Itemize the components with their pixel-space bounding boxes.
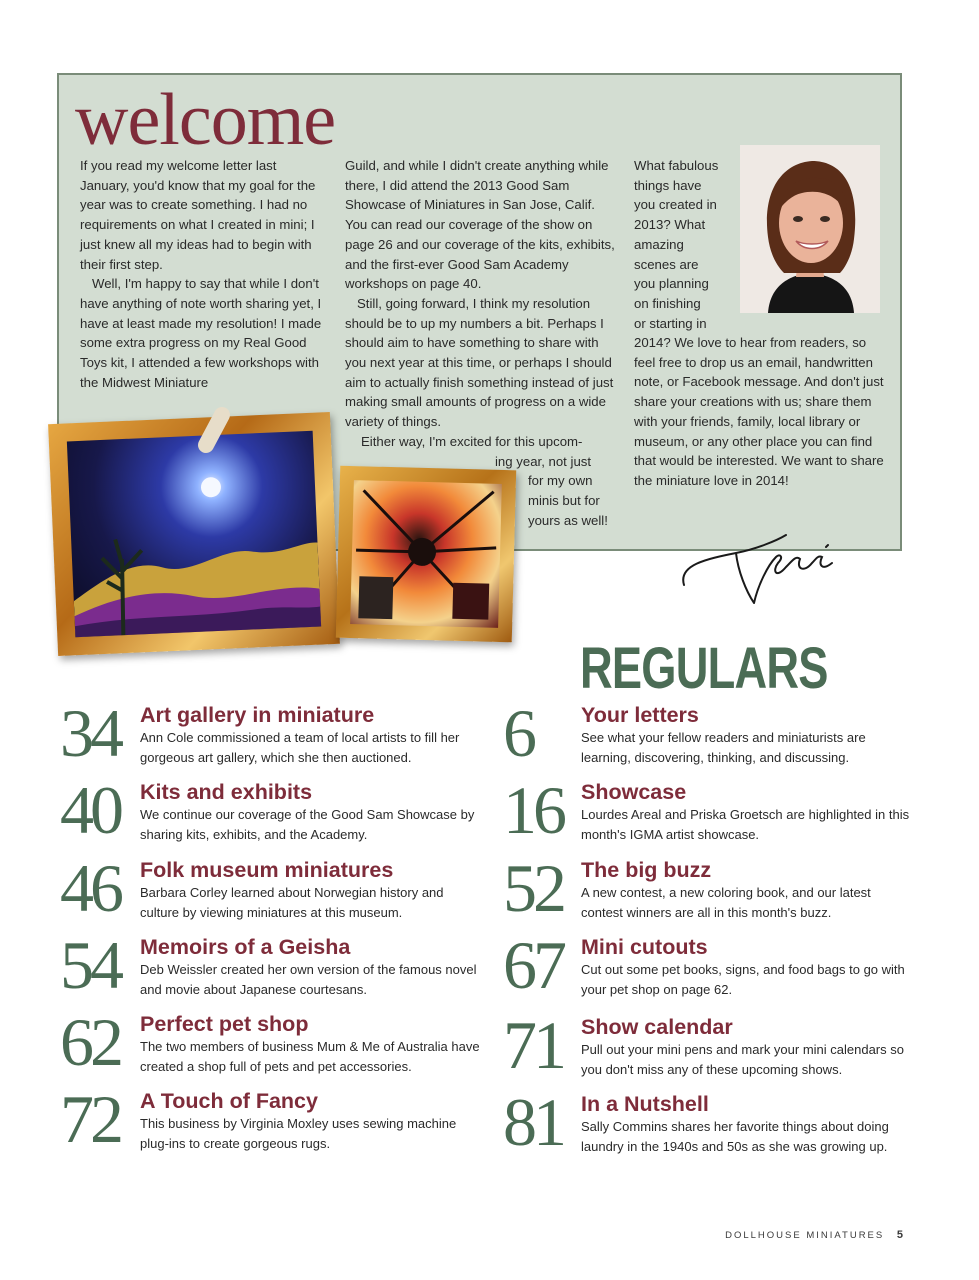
text-line: you planning (634, 276, 709, 292)
feature-description: The two members of business Mum & Me of Australia have created a shop full of pets and pet accessories. (140, 1039, 480, 1074)
framed-painting-abstract (336, 466, 516, 643)
page-number: 54 (60, 927, 120, 1003)
text-line: or starting in (634, 315, 707, 331)
feature-title[interactable]: Folk museum miniatures (140, 858, 394, 882)
feature-description: Barbara Corley learned about Norwegian history and culture by viewing miniatures at this museum. (140, 885, 444, 920)
text-line: Either way, I'm excited for this upcom- (361, 433, 583, 449)
signature (676, 505, 846, 610)
regular-description: A new contest, a new coloring book, and our latest contest winners are all in this month's buzz. (581, 885, 871, 920)
feature-title[interactable]: Perfect pet shop (140, 1012, 309, 1036)
welcome-paragraph: If you read my welcome letter last January, you'd know that my goal for the year was to create something. I had no requirements on what I created in mini; I just knew all my ideas had to begin with their first step. (80, 158, 316, 272)
text-line: 2013? What (634, 217, 706, 233)
welcome-paragraph: Well, I'm happy to say that while I don't have anything of note worth sharing yet, I have at least made my resolution! I made some extra progress on my Real Good Toys kit, I attended a few workshops with the Midwest Miniature (80, 276, 322, 390)
welcome-paragraph: Guild, and while I didn't create anything while there, I did attend the 2013 Good Sam Showcase of Miniatures in San Jose, Calif. You can read our coverage of the show on page 26 and our coverage of the kits, exhibits, and the first-ever Good Sam Academy workshops on page 40. (345, 158, 615, 292)
regular-description: Pull out your mini pens and mark your mini calendars so you don't miss any of these upcoming shows. (581, 1042, 904, 1077)
framed-painting-moon (48, 412, 340, 656)
text-line: What fabulous (634, 158, 719, 173)
text-line: scenes are (634, 256, 699, 272)
regulars-heading: REGULARS (580, 636, 828, 701)
welcome-title: welcome (75, 79, 336, 161)
page-number: 67 (503, 927, 563, 1003)
welcome-column-1 (80, 156, 328, 392)
page-number: 34 (60, 695, 120, 771)
welcome-column-3 (634, 333, 884, 491)
feature-description: We continue our coverage of the Good Sam Showcase by sharing kits, exhibits, and the Academy. (140, 807, 475, 842)
welcome-column-3-narrow (634, 156, 738, 333)
feature-description: This business by Virginia Moxley uses sewing machine plug-ins to create gorgeous rugs. (140, 1116, 457, 1151)
regular-description: Sally Commins shares her favorite things about doing laundry in the 1940s and 50s as she was growing up. (581, 1119, 889, 1154)
painting-canvas (350, 480, 502, 628)
text-line: ing year, not just (495, 453, 592, 469)
magazine-name: DOLLHOUSE MINIATURES (725, 1230, 885, 1241)
feature-description: Deb Weissler created her own version of the famous novel and movie about Japanese courtesans. (140, 962, 477, 997)
welcome-paragraph: 2014? We love to hear from readers, so feel free to drop us an email, handwritten note, or Facebook message. And don't just share your creations with us; share them with your friends, family, local library or museum, or any other place you can find that would be interested. We want to share the miniature love in 2014! (634, 335, 884, 488)
regular-description: See what your fellow readers and miniaturists are learning, discovering, thinking, and discussing. (581, 730, 866, 765)
feature-description: Ann Cole commissioned a team of local artists to fill her gorgeous art gallery, which she then auctioned. (140, 730, 460, 765)
feature-title[interactable]: Memoirs of a Geisha (140, 935, 351, 959)
page-number: 6 (503, 695, 533, 771)
text-line: yours as well! (528, 512, 608, 528)
text-line: amazing (634, 236, 684, 252)
text-line: minis but for (528, 492, 600, 508)
regular-description: Cut out some pet books, signs, and food bags to go with your pet shop on page 62. (581, 962, 905, 997)
regular-title[interactable]: In a Nutshell (581, 1092, 709, 1116)
regular-title[interactable]: Your letters (581, 703, 699, 727)
text-line: things have (634, 177, 702, 193)
text-line: on finishing (634, 295, 701, 311)
feature-title[interactable]: Art gallery in miniature (140, 703, 375, 727)
painting-canvas (67, 431, 321, 638)
page-number: 81 (503, 1084, 563, 1160)
page-number: 46 (60, 850, 120, 926)
regular-title[interactable]: Showcase (581, 780, 687, 804)
editor-photo (740, 145, 880, 313)
regular-title[interactable]: Show calendar (581, 1015, 733, 1039)
welcome-paragraph: Still, going forward, I think my resolution should be to up my numbers a bit. Perhaps I should aim to have something to share with you next year at this time, or perhaps I should aim to actually finish something instead of just making small amounts of progress on a wide variety of things. (345, 295, 614, 430)
moonlit-mountains-painting (67, 431, 321, 638)
page-number: 72 (60, 1081, 120, 1157)
page-number: 16 (503, 772, 563, 848)
page-number: 62 (60, 1004, 120, 1080)
regular-description: Lourdes Areal and Priska Groetsch are highlighted in this month's IGMA artist showcase. (581, 807, 910, 842)
page-number: 52 (503, 850, 563, 926)
regular-title[interactable]: The big buzz (581, 858, 712, 882)
feature-title[interactable]: A Touch of Fancy (140, 1089, 318, 1113)
page-number: 71 (503, 1007, 563, 1083)
footer-page-number: 5 (896, 1229, 903, 1241)
abstract-painting (350, 480, 502, 628)
editor-portrait-image (740, 145, 880, 313)
regular-title[interactable]: Mini cutouts (581, 935, 708, 959)
page-number: 40 (60, 772, 120, 848)
page-footer (725, 1229, 903, 1241)
text-line: for my own (528, 473, 593, 489)
text-line: you created in (634, 197, 717, 213)
feature-title[interactable]: Kits and exhibits (140, 780, 313, 804)
